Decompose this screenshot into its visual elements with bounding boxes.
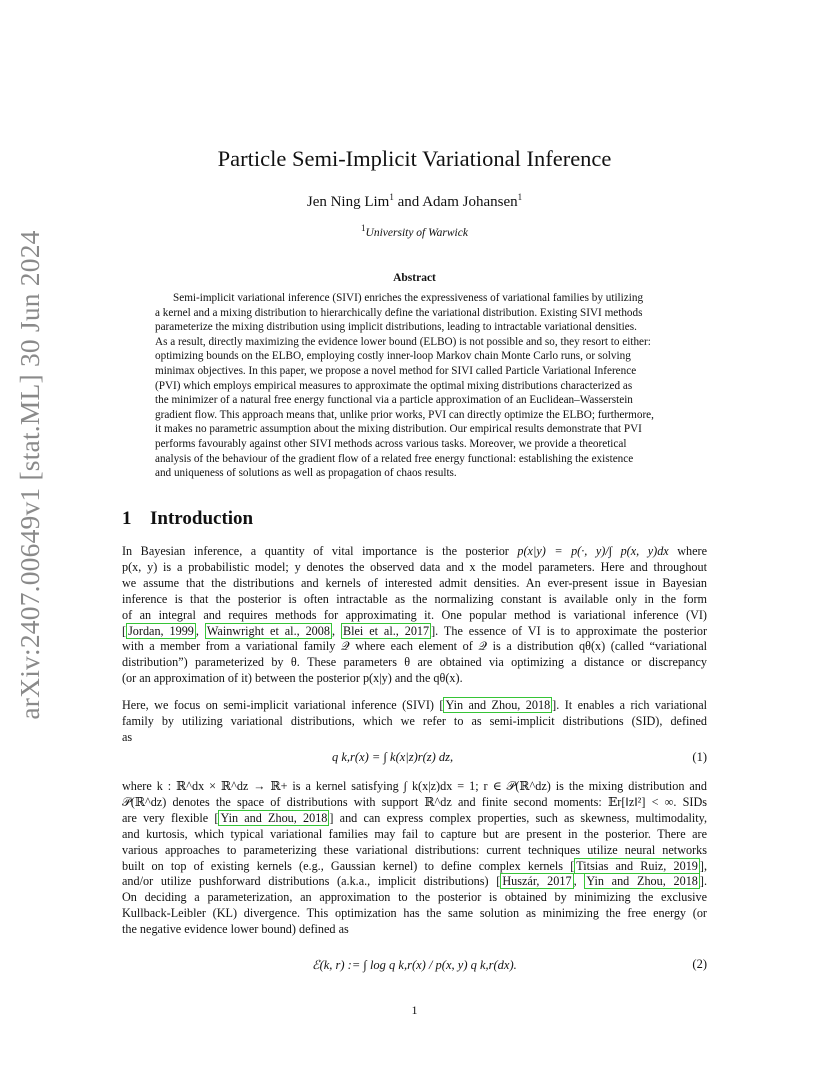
abstract-line: it makes no parametric assumption about the mixing distribution. Our empirical results demonstrate that PVI [155,423,642,436]
paragraph-sivi [122,698,707,746]
text-run: and/or utilize pushforward distributions (a.k.a., implicit distributions) [ [122,874,501,889]
text-line: as [122,729,133,744]
text-run: ]. The essence of VI is to approximate the posterior [431,623,708,638]
text-run: In Bayesian inference, a quantity of vital importance is the posterior [122,544,518,558]
abstract-line: Semi-implicit variational inference (SIVI) enriches the expressiveness of variational families by utilizing [173,292,644,304]
text-run: , [331,623,341,638]
abstract-line: optimizing bounds on the ELBO, employing costly inner-loop Markov chain Monte Carlo runs, or solving [155,350,631,363]
text-line [122,874,707,890]
citation-link[interactable]: Jordan, 1999 [128,623,194,638]
section-title: Introduction [150,508,254,529]
text-line: family by utilizing variational distributions, which we refer to as semi-implicit distributions (SID), defined [122,713,707,728]
text-line: the negative evidence lower bound) defined as [122,922,349,937]
citation-link[interactable]: Wainwright et al., 2008 [206,623,330,638]
text-run: ] and can express complex properties, such as skewness, multimodality, [329,810,707,825]
abstract-line: and uniqueness of solutions as well as propagation of chaos results. [155,467,457,480]
text-line: distribution”) parameterized by θ. These parameters θ are obtained via optimizing a distance or discrepancy [122,655,707,670]
abstract-heading: Abstract [393,272,436,284]
inline-math: p(x|y) = p(·, y)/∫ p(x, y)dx [517,544,669,558]
citation-link[interactable]: Titsias and Ruiz, 2019 [576,858,698,873]
text-line: On deciding a parameterization, an approximation to the posterior is obtained by minimizing the exclusive [122,890,707,905]
abstract-line: the minimizer of a natural free energy functional via a particle approximation of an Euclidean–Wasserstein [155,394,633,407]
text-line: (or an approximation of it) between the posterior p(x|y) and the qθ(x). [122,671,463,686]
paragraph-intro [122,544,707,687]
text-run: built on top of existing kernels (e.g., Gaussian kernel) to define complex kernels [ [122,858,575,873]
paragraph-sid [122,779,707,938]
equation-number: (1) [692,750,707,764]
text-run: ]. It enables a rich variational [552,698,707,712]
text-line: 𝒫(ℝ^dz) denotes the space of distributions with support ℝ^dz and finite second moments: 𝔼r[‖z‖²] < ∞. SIDs [122,794,707,809]
author-affil-mark: 1 [517,192,523,202]
text-line: inference is that the posterior is often intractable as the normalizing constant is available only in the form [122,591,707,606]
author-name: Jen Ning Lim [306,194,390,210]
arxiv-stamp-text: arXiv:2407.00649v1 [stat.ML] 30 Jun 2024 [14,230,45,720]
text-line: with a member from a variational family 𝒬 where each element of 𝒬 is a distribution qθ(x) (called “variational [122,639,707,654]
author-list [122,192,707,211]
text-line: of an integral and requires methods for approximating it. One popular method is variational inference (VI) [122,607,707,622]
author-affil-mark: 1 [389,192,394,202]
text-line: where k : ℝ^dx × ℝ^dz → ℝ+ is a kernel satisfying ∫ k(x|z)dx = 1; r ∈ 𝒫(ℝ^dz) is the mixing distribution and [122,779,707,793]
citation-link[interactable]: Yin and Zhou, 2018 [445,698,551,712]
text-line: Kullback-Leibler (KL) divergence. This optimization has the same solution as minimizing the free energy (or [122,906,707,921]
citation-link[interactable]: Yin and Zhou, 2018 [220,810,328,825]
text-line: p(x, y) is a probabilistic model; y denotes the observed data and x the model parameters. Here and throughout [122,559,707,574]
abstract-line: As a result, directly maximizing the evidence lower bound (ELBO) is not possible and so, they resort to either: [155,335,651,348]
abstract-line: a kernel and a mixing distribution to hierarchically define the variational distribution. Existing SIVI methods [155,306,643,319]
citation-link[interactable]: Blei et al., 2017 [342,623,430,638]
text-run: Here, we focus on semi-implicit variational inference (SIVI) [ [122,698,444,712]
affiliation-mark: 1 [361,223,366,233]
abstract-line: parameterize the mixing distribution using implicit distributions, leading to intractable variational densities. [155,321,637,334]
text-line [122,698,707,714]
text-run: are very flexible [ [122,810,219,825]
text-run: ], [699,858,708,873]
paper-title: Particle Semi-Implicit Variational Inference [217,146,612,171]
equation-number: (2) [692,957,707,971]
abstract-line: (PVI) which employs empirical measures to approximate the optimal mixing distributions characterized as [155,379,633,392]
text-line [122,811,707,827]
affiliation [122,223,707,239]
equation-expression: q k,r(x) = ∫ k(x|z)r(z) dz, [332,750,454,764]
text-run: where [668,544,708,558]
author-joiner: and [397,194,420,210]
abstract-line: analysis of the behaviour of the gradient flow of a related free energy functional: establishing the existence [155,452,634,465]
abstract-line: minimax objectives. In this paper, we propose a novel method for SIVI called Particle Variational Inference [155,364,637,377]
text-run: ]. [699,874,707,889]
affiliation-name: University of Warwick [365,226,468,239]
abstract-line: performs favourably against other SIVI methods across various tasks. Moreover, we provide a theoretical [155,437,627,450]
text-line [122,624,707,640]
section-number: 1 [122,508,132,529]
citation-link[interactable]: Huszár, 2017 [502,874,572,889]
equation-expression: ℰ(k, r) := ∫ log q k,r(x) / p(x, y) q k,r(dx). [312,958,517,972]
text-run: , [573,874,585,889]
text-line [122,859,707,875]
page-number: 1 [411,1003,418,1017]
citation-link[interactable]: Yin and Zhou, 2018 [586,874,698,889]
section-heading [122,508,253,530]
text-line: and kurtosis, which typical variational families may fail to capture but are present in the posterior. There are [122,826,707,841]
text-line [122,544,707,560]
author-name: Adam Johansen [422,194,518,210]
text-run: , [195,623,205,638]
abstract-body [155,291,674,481]
arxiv-stamp [4,0,56,1072]
abstract-line: gradient flow. This approach means that, unlike prior works, PVI can directly optimize the ELBO; furthermore, [155,408,654,421]
text-line: various approaches to parameterizing these variational distributions: current techniques utilize neural networks [122,842,707,857]
text-run: [ [122,623,127,638]
text-line: we assume that the distributions and kernels of interested admit densities. An ever-present issue in Bayesian [122,575,707,590]
